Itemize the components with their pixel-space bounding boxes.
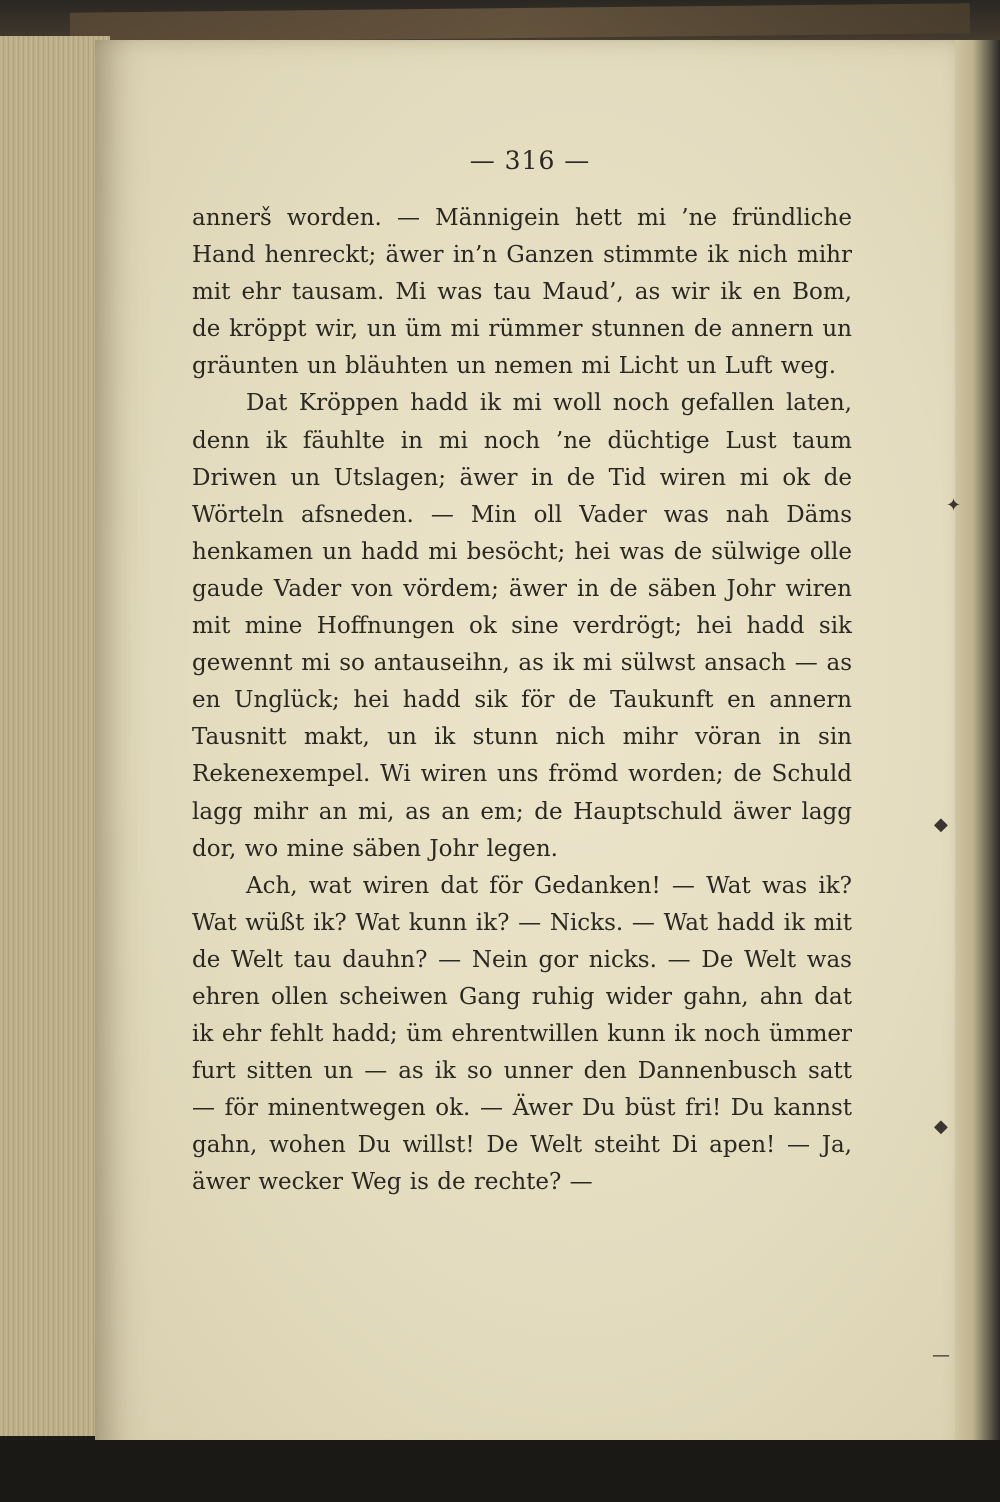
page-stack-edge bbox=[0, 36, 110, 1436]
page-right-edge bbox=[955, 40, 1000, 1460]
margin-ornament-3: ◆ bbox=[934, 1116, 948, 1137]
paragraph-3: Ach, wat wiren dat för Gedanken! — Wat was ik? Wat wüßt ik? Wat kunn ik? — Nicks. — Wat hadd ik mit de Welt tau dauhn? — Nein gor nicks. — De Welt was ehren ollen scheiwen Gang ruhig wider gahn, ahn dat ik ehr fehlt hadd; üm ehrentwillen kunn ik noch ümmer furt sitten un — as ik so unner den Dannenbusch satt — för minentwegen ok. — Äwer Du büst fri! Du kannst gahn, wohen Du willst! De Welt steiht Di apen! — Ja, äwer wecker Weg is de rechte? — bbox=[192, 872, 852, 1196]
page-number: — 316 — bbox=[469, 146, 591, 175]
body-text bbox=[192, 200, 852, 1202]
paragraph-2: Dat Kröppen hadd ik mi woll noch gefallen laten, denn ik fäuhlte in mi noch ’ne düchtige Lust taum Driwen un Utslagen; äwer in de Tid wiren mi ok de Wörteln afsneden. — Min oll Vader was nah Däms henkamen un hadd mi besöcht; hei was de sülwige olle gaude Vader von vördem; äwer in de säben Johr wiren mit mine Hoffnungen ok sine verdrögt; hei hadd sik gewennt mi so antauseihn, as ik mi sülwst ansach — as en Unglück; hei hadd sik för de Taukunft en annern Tausnitt makt, un ik stunn nich mihr vöran in sin Rekenexempel. Wi wiren uns frömd worden; de Schuld lagg mihr an mi, as an em; de Hauptschuld äwer lagg dor, wo mine säben Johr legen. bbox=[192, 390, 852, 862]
book-cover-bottom bbox=[0, 1440, 1000, 1502]
margin-ornament-1: ✦ bbox=[946, 495, 962, 516]
paragraph-1: annerš worden. — Männigein hett mi ’ne fründliche Hand henreckt; äwer in’n Ganzen stimmte ik nich mihr mit ehr tausam. Mi was tau Maud’, as wir ik en Bom, de kröppt wir, un üm mi rümmer stunnen de annern un gräunten un bläuhten un nemen mi Licht un Luft weg. bbox=[192, 205, 852, 380]
margin-ornament-2: ◆ bbox=[934, 814, 948, 835]
margin-ornament-4: — bbox=[932, 1345, 950, 1366]
